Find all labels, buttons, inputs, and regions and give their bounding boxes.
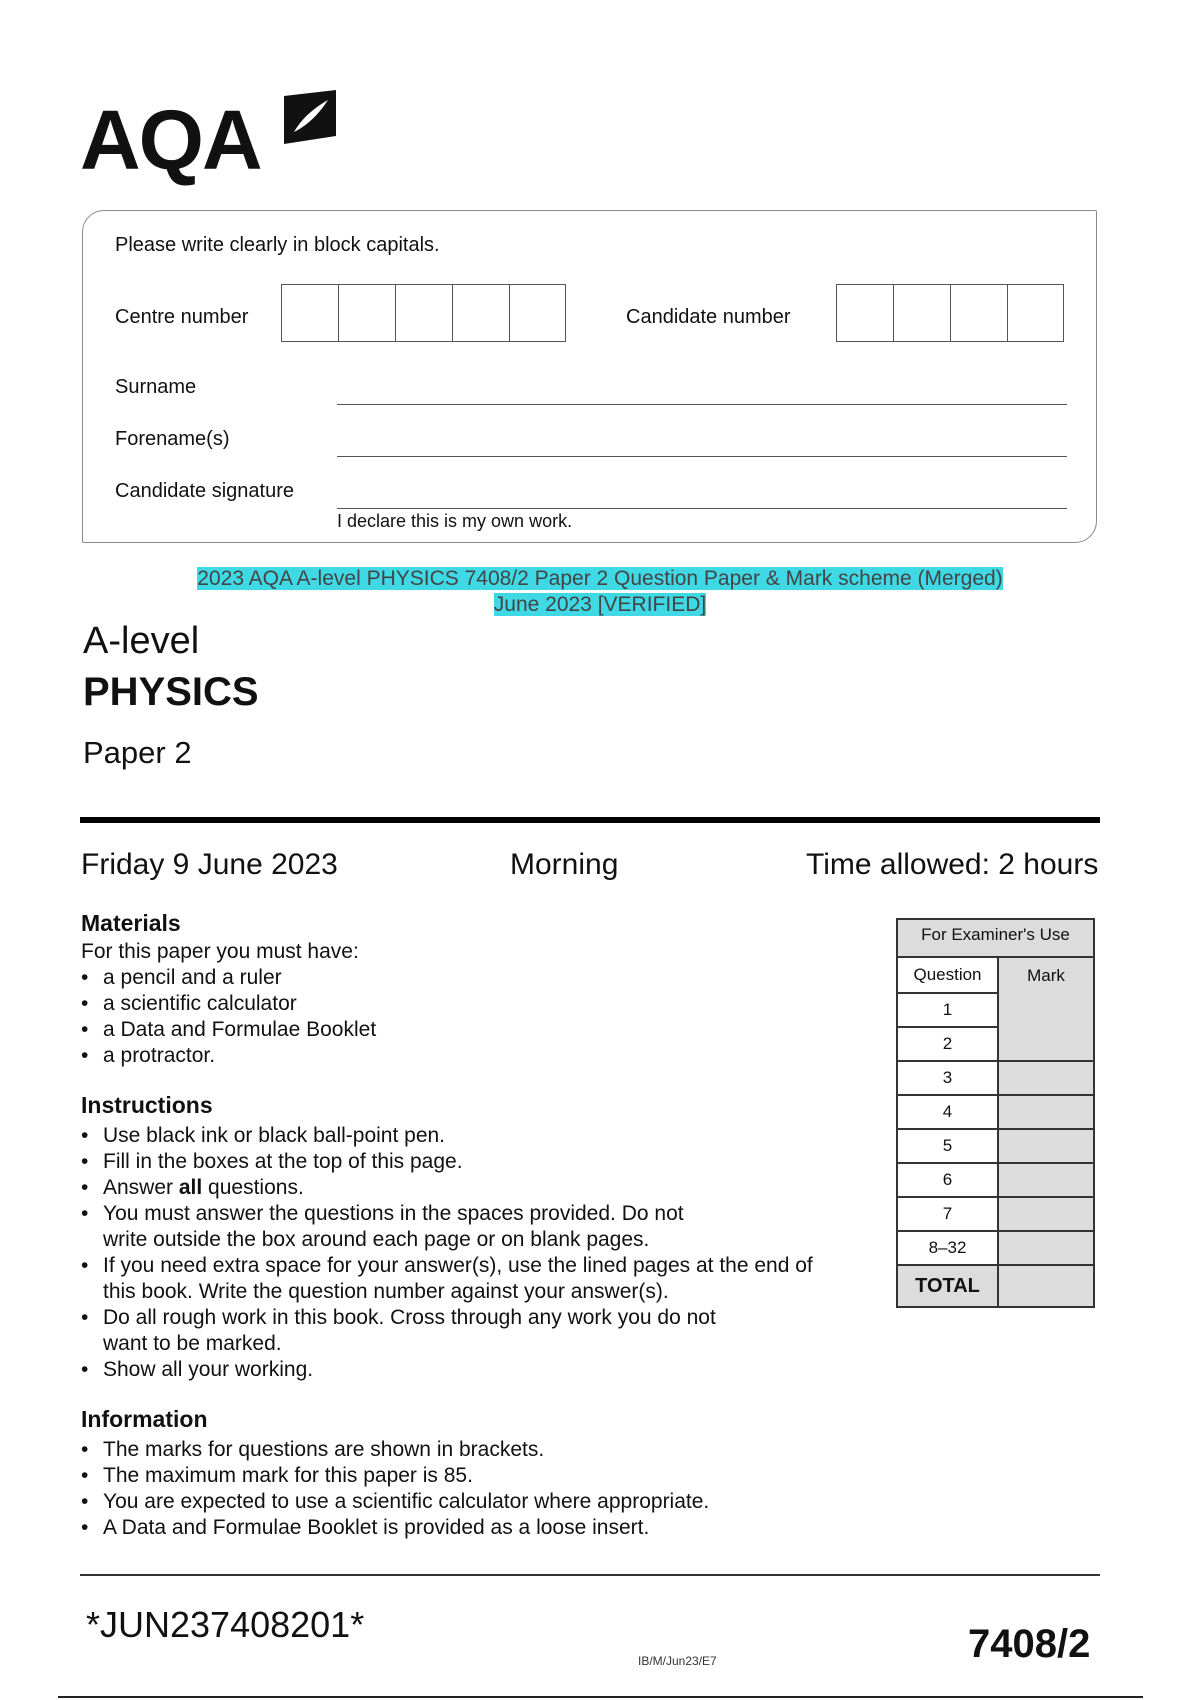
declaration-text: I declare this is my own work. xyxy=(337,511,573,531)
list-item: • The maximum mark for this paper is 85. xyxy=(81,1463,881,1489)
page-bottom-rule xyxy=(58,1696,1143,1698)
list-item: • a Data and Formulae Booklet xyxy=(81,1017,901,1043)
question-number-cell: 8–32 xyxy=(897,1231,998,1265)
document-reference: IB/M/Jun23/E7 xyxy=(638,1654,717,1668)
question-number-cell: 4 xyxy=(897,1095,998,1129)
surname-field[interactable] xyxy=(337,404,1067,405)
question-number-cell: 5 xyxy=(897,1129,998,1163)
text-fragment: want to be marked. xyxy=(103,1332,282,1355)
candidate-digit-box[interactable] xyxy=(893,284,950,342)
candidate-digit-box[interactable] xyxy=(950,284,1007,342)
text-fragment: You must answer the questions in the spaces provided. Do not xyxy=(103,1202,684,1225)
centre-digit-box[interactable] xyxy=(281,284,338,342)
mark-cell[interactable] xyxy=(998,1231,1094,1265)
mark-cell[interactable] xyxy=(998,1061,1094,1095)
centre-digit-box[interactable] xyxy=(509,284,566,342)
barcode-text: *JUN237408201* xyxy=(86,1604,365,1645)
candidate-digit-box[interactable] xyxy=(836,284,893,342)
list-item: • Show all your working. xyxy=(81,1357,881,1383)
text-fragment: write outside the box around each page or on blank pages. xyxy=(103,1228,650,1251)
instructions-section xyxy=(81,1092,881,1383)
centre-digit-box[interactable] xyxy=(452,284,509,342)
list-item: • a scientific calculator xyxy=(81,991,901,1017)
time-allowed: Time allowed: 2 hours xyxy=(806,848,1099,881)
information-heading: Information xyxy=(81,1406,208,1432)
candidate-digit-box[interactable] xyxy=(1007,284,1064,342)
centre-digit-box[interactable] xyxy=(338,284,395,342)
question-number-cell: 2 xyxy=(897,1027,998,1061)
candidate-number-boxes[interactable] xyxy=(836,284,1064,342)
aqa-logo xyxy=(80,88,340,187)
mark-cell[interactable] xyxy=(998,1095,1094,1129)
list-item: • a pencil and a ruler xyxy=(81,965,901,991)
examiner-table-heading: For Examiner's Use xyxy=(896,918,1095,956)
list-item xyxy=(81,1305,881,1357)
centre-number-label: Centre number xyxy=(115,306,249,328)
list-item xyxy=(81,1175,881,1201)
question-number-cell: 6 xyxy=(897,1163,998,1197)
paper-number: Paper 2 xyxy=(83,735,192,770)
materials-heading: Materials xyxy=(81,910,181,936)
exam-session: Morning xyxy=(510,848,619,881)
total-mark-cell[interactable] xyxy=(998,1265,1094,1307)
question-number-cell: 7 xyxy=(897,1197,998,1231)
footer-divider xyxy=(80,1574,1100,1576)
question-number-cell: 1 xyxy=(897,993,998,1027)
block-capitals-instruction: Please write clearly in block capitals. xyxy=(115,234,440,256)
forename-field[interactable] xyxy=(337,456,1067,457)
mark-cell[interactable] xyxy=(998,1197,1094,1231)
list-item: • A Data and Formulae Booklet is provided as a loose insert. xyxy=(81,1515,881,1541)
banner-line-1: 2023 AQA A-level PHYSICS 7408/2 Paper 2 Question Paper & Mark scheme (Merged) xyxy=(197,567,1003,590)
title-divider xyxy=(80,817,1100,823)
mark-cell[interactable] xyxy=(998,1129,1094,1163)
list-item: • Fill in the boxes at the top of this page. xyxy=(81,1149,881,1175)
total-label-cell: TOTAL xyxy=(897,1265,998,1307)
highlighted-title-banner xyxy=(150,566,1050,618)
banner-line-2: June 2023 [VERIFIED] xyxy=(493,593,707,616)
question-number-cell: 3 xyxy=(897,1061,998,1095)
paper-code: 7408/2 xyxy=(968,1622,1091,1666)
list-item: • You are expected to use a scientific calculator where appropriate. xyxy=(81,1489,881,1515)
instructions-heading: Instructions xyxy=(81,1092,213,1118)
information-section xyxy=(81,1406,881,1541)
list-item: • a protractor. xyxy=(81,1043,901,1069)
subject-title: PHYSICS xyxy=(83,670,259,714)
forename-label: Forename(s) xyxy=(115,428,230,450)
emphasis-text: all xyxy=(178,1176,203,1199)
list-item xyxy=(81,1253,881,1305)
text-fragment: Do all rough work in this book. Cross through any work you do not xyxy=(103,1306,716,1329)
mark-cell[interactable] xyxy=(998,1163,1094,1197)
exam-date: Friday 9 June 2023 xyxy=(81,848,338,881)
qualification-level: A-level xyxy=(83,620,200,662)
text-fragment: If you need extra space for your answer(s), use the lined pages at the end of xyxy=(103,1254,813,1277)
centre-digit-box[interactable] xyxy=(395,284,452,342)
logo-text: AQA xyxy=(80,93,261,187)
aqa-leaf-icon xyxy=(280,88,340,148)
text-fragment: this book. Write the question number against your answer(s). xyxy=(103,1280,669,1303)
mark-column-header: Mark xyxy=(998,957,1094,1061)
question-column-header: Question xyxy=(897,957,998,993)
candidate-number-label: Candidate number xyxy=(626,306,791,328)
materials-intro: For this paper you must have: xyxy=(81,940,359,963)
examiner-use-table xyxy=(896,918,1095,1308)
list-item: • Use black ink or black ball-point pen. xyxy=(81,1123,881,1149)
list-item: • The marks for questions are shown in brackets. xyxy=(81,1437,881,1463)
text-fragment: Answer xyxy=(103,1176,179,1199)
materials-section xyxy=(81,910,901,1069)
list-item xyxy=(81,1201,881,1253)
signature-field[interactable] xyxy=(337,508,1067,509)
signature-label: Candidate signature xyxy=(115,480,295,502)
text-fragment: questions. xyxy=(202,1176,304,1199)
centre-number-boxes[interactable] xyxy=(281,284,566,342)
surname-label: Surname xyxy=(115,376,197,398)
